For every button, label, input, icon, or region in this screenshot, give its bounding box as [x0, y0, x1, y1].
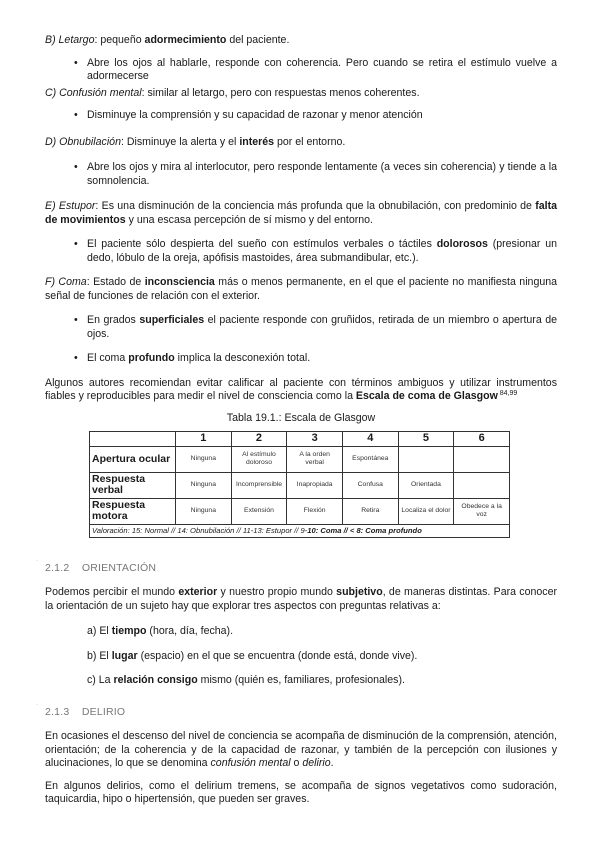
table-cell: Al estímulo doloroso: [231, 446, 287, 472]
table-cell: Inapropiada: [287, 472, 343, 498]
bullet-icon: •: [74, 161, 78, 173]
bullet-confusion: • Disminuye la comprensión y su capacidad de razonar y menor atención: [74, 109, 423, 121]
paragraph-letargo: B) Letargo: pequeño adormecimiento del paciente.: [45, 34, 290, 46]
paragraph-obnubilacion: D) Obnubilación: Disminuye la alerta y el interés por el entorno.: [45, 135, 346, 148]
table-cell: Obedece a la voz: [454, 498, 510, 524]
table-caption: Tabla 19.1.: Escala de Glasgow: [226, 411, 376, 424]
bullet-estupor: • El paciente sólo despierta del sueño con estímulos verbales o táctiles dolorosos (presionar un dedo, lóbulo de la oreja, apófisis mastoides, área submandibular, etc.).: [74, 238, 557, 264]
table-cell: Retira: [342, 498, 398, 524]
table-cell: Confusa: [342, 472, 398, 498]
table-cell: Ninguna: [176, 498, 232, 524]
table-footer-row: [90, 524, 510, 537]
bullet-icon: •: [74, 352, 78, 364]
bullet-coma-superficial: • En grados superficiales el paciente responde con gruñidos, retirada de un miembro o apertura de ojos.: [74, 314, 557, 340]
paragraph-confusion: C) Confusión mental: similar al letargo, pero con respuestas menos coherentes.: [45, 86, 420, 99]
paragraph-coma: F) Coma: Estado de inconsciencia más o menos permanente, en el que el paciente no manifiesta ninguna señal de funciones de relación con el exterior.: [45, 276, 558, 302]
table-row: [90, 498, 510, 524]
table-cell: Ninguna: [176, 446, 232, 472]
section-heading-orientacion: . 2.1.2 ORIENTACIÓN: [45, 562, 557, 576]
table-footer: Valoración: 15: Normal // 14: Obnubilación // 11-13: Estupor // 9-10: Coma // < 8: Coma profundo: [90, 524, 510, 537]
table-header-cell: 1: [176, 432, 232, 447]
table-cell: Incomprensible: [231, 472, 287, 498]
row-label-verbal: Respuesta verbal: [90, 472, 176, 498]
table-row: [90, 472, 510, 498]
paragraph-delirio-1: En ocasiones el descenso del nivel de conciencia se acompaña de disminución de la comprensión, atención, orientación; de la coherencia y de la capacidad de razonar, y también de la percepción con ilusiones y alucinaciones, lo que se denomina confusión mental o delirio.: [45, 730, 557, 769]
table-cell: [454, 472, 510, 498]
bullet-obnubilacion: • Abre los ojos y mira al interlocutor, pero responde lentamente (a veces sin coherencia) y tiende a la somnolencia.: [74, 161, 557, 187]
bullet-icon: •: [74, 56, 78, 69]
table-cell: [454, 446, 510, 472]
orientation-item-place: b) El lugar (espacio) en el que se encuentra (donde está, donde vive).: [87, 649, 418, 662]
bullet-icon: •: [74, 109, 78, 121]
table-header-cell: 6: [454, 432, 510, 447]
table-header-cell: 5: [398, 432, 454, 447]
bullet-icon: •: [74, 238, 78, 250]
paragraph-orientacion: Podemos percibir el mundo exterior y nuestro propio mundo subjetivo, de maneras distintas. Para conocer la orientación de un sujeto hay que explorar tres aspectos con preguntas relativas a:: [45, 586, 557, 612]
table-row: [90, 446, 510, 472]
table-cell: A la orden verbal: [287, 446, 343, 472]
table-corner-cell: [90, 432, 176, 447]
margin-mark: .: [36, 699, 39, 707]
table-cell: Flexión: [287, 498, 343, 524]
bullet-icon: •: [74, 314, 78, 326]
glasgow-table: [89, 431, 510, 538]
document-page: [36, 34, 558, 816]
row-label-apertura: Apertura ocular: [90, 446, 176, 472]
paragraph-delirio-2: En algunos delirios, como el delirium tremens, se acompaña de signos vegetativos como sudoración, taquicardia, hipo o hipertensión, que pueden ser graves.: [45, 779, 557, 805]
orientation-item-time: a) El tiempo (hora, día, fecha).: [87, 625, 234, 637]
paragraph-autores: Algunos autores recomiendan evitar calificar al paciente con términos ambiguos y utilizar instrumentos fiables y reproducibles para medir el nivel de consciencia como la Escala de coma de Glasgow $^{84,99}$: [45, 376, 557, 402]
orientation-item-self: c) La relación consigo mismo (quién es, familiares, profesionales).: [87, 674, 405, 686]
table-cell: Ninguna: [176, 472, 232, 498]
table-header-cell: 3: [287, 432, 343, 447]
row-label-motora: Respuesta motora: [90, 498, 176, 524]
section-heading-delirio: . 2.1.3 DELIRIO: [45, 706, 557, 720]
table-cell: Orientada: [398, 472, 454, 498]
table-cell: Extensión: [231, 498, 287, 524]
table-header-cell: 4: [342, 432, 398, 447]
table-header-row: [90, 432, 510, 447]
table-cell: Localiza el dolor: [398, 498, 454, 524]
table-cell: Espontánea: [342, 446, 398, 472]
bullet-coma-profundo: • El coma profundo implica la desconexión total.: [74, 352, 311, 364]
paragraph-estupor: E) Estupor: Es una disminución de la conciencia más profunda que la obnubilación, con predominio de falta de movimientos y una escasa percepción de sí mismo y del entorno.: [45, 200, 558, 226]
margin-mark: .: [36, 555, 39, 563]
table-cell: [398, 446, 454, 472]
table-header-cell: 2: [231, 432, 287, 447]
bullet-letargo: • Abre los ojos al hablarle, responde con coherencia. Pero cuando se retira el estímulo vuelve a adormecerse: [74, 56, 557, 82]
